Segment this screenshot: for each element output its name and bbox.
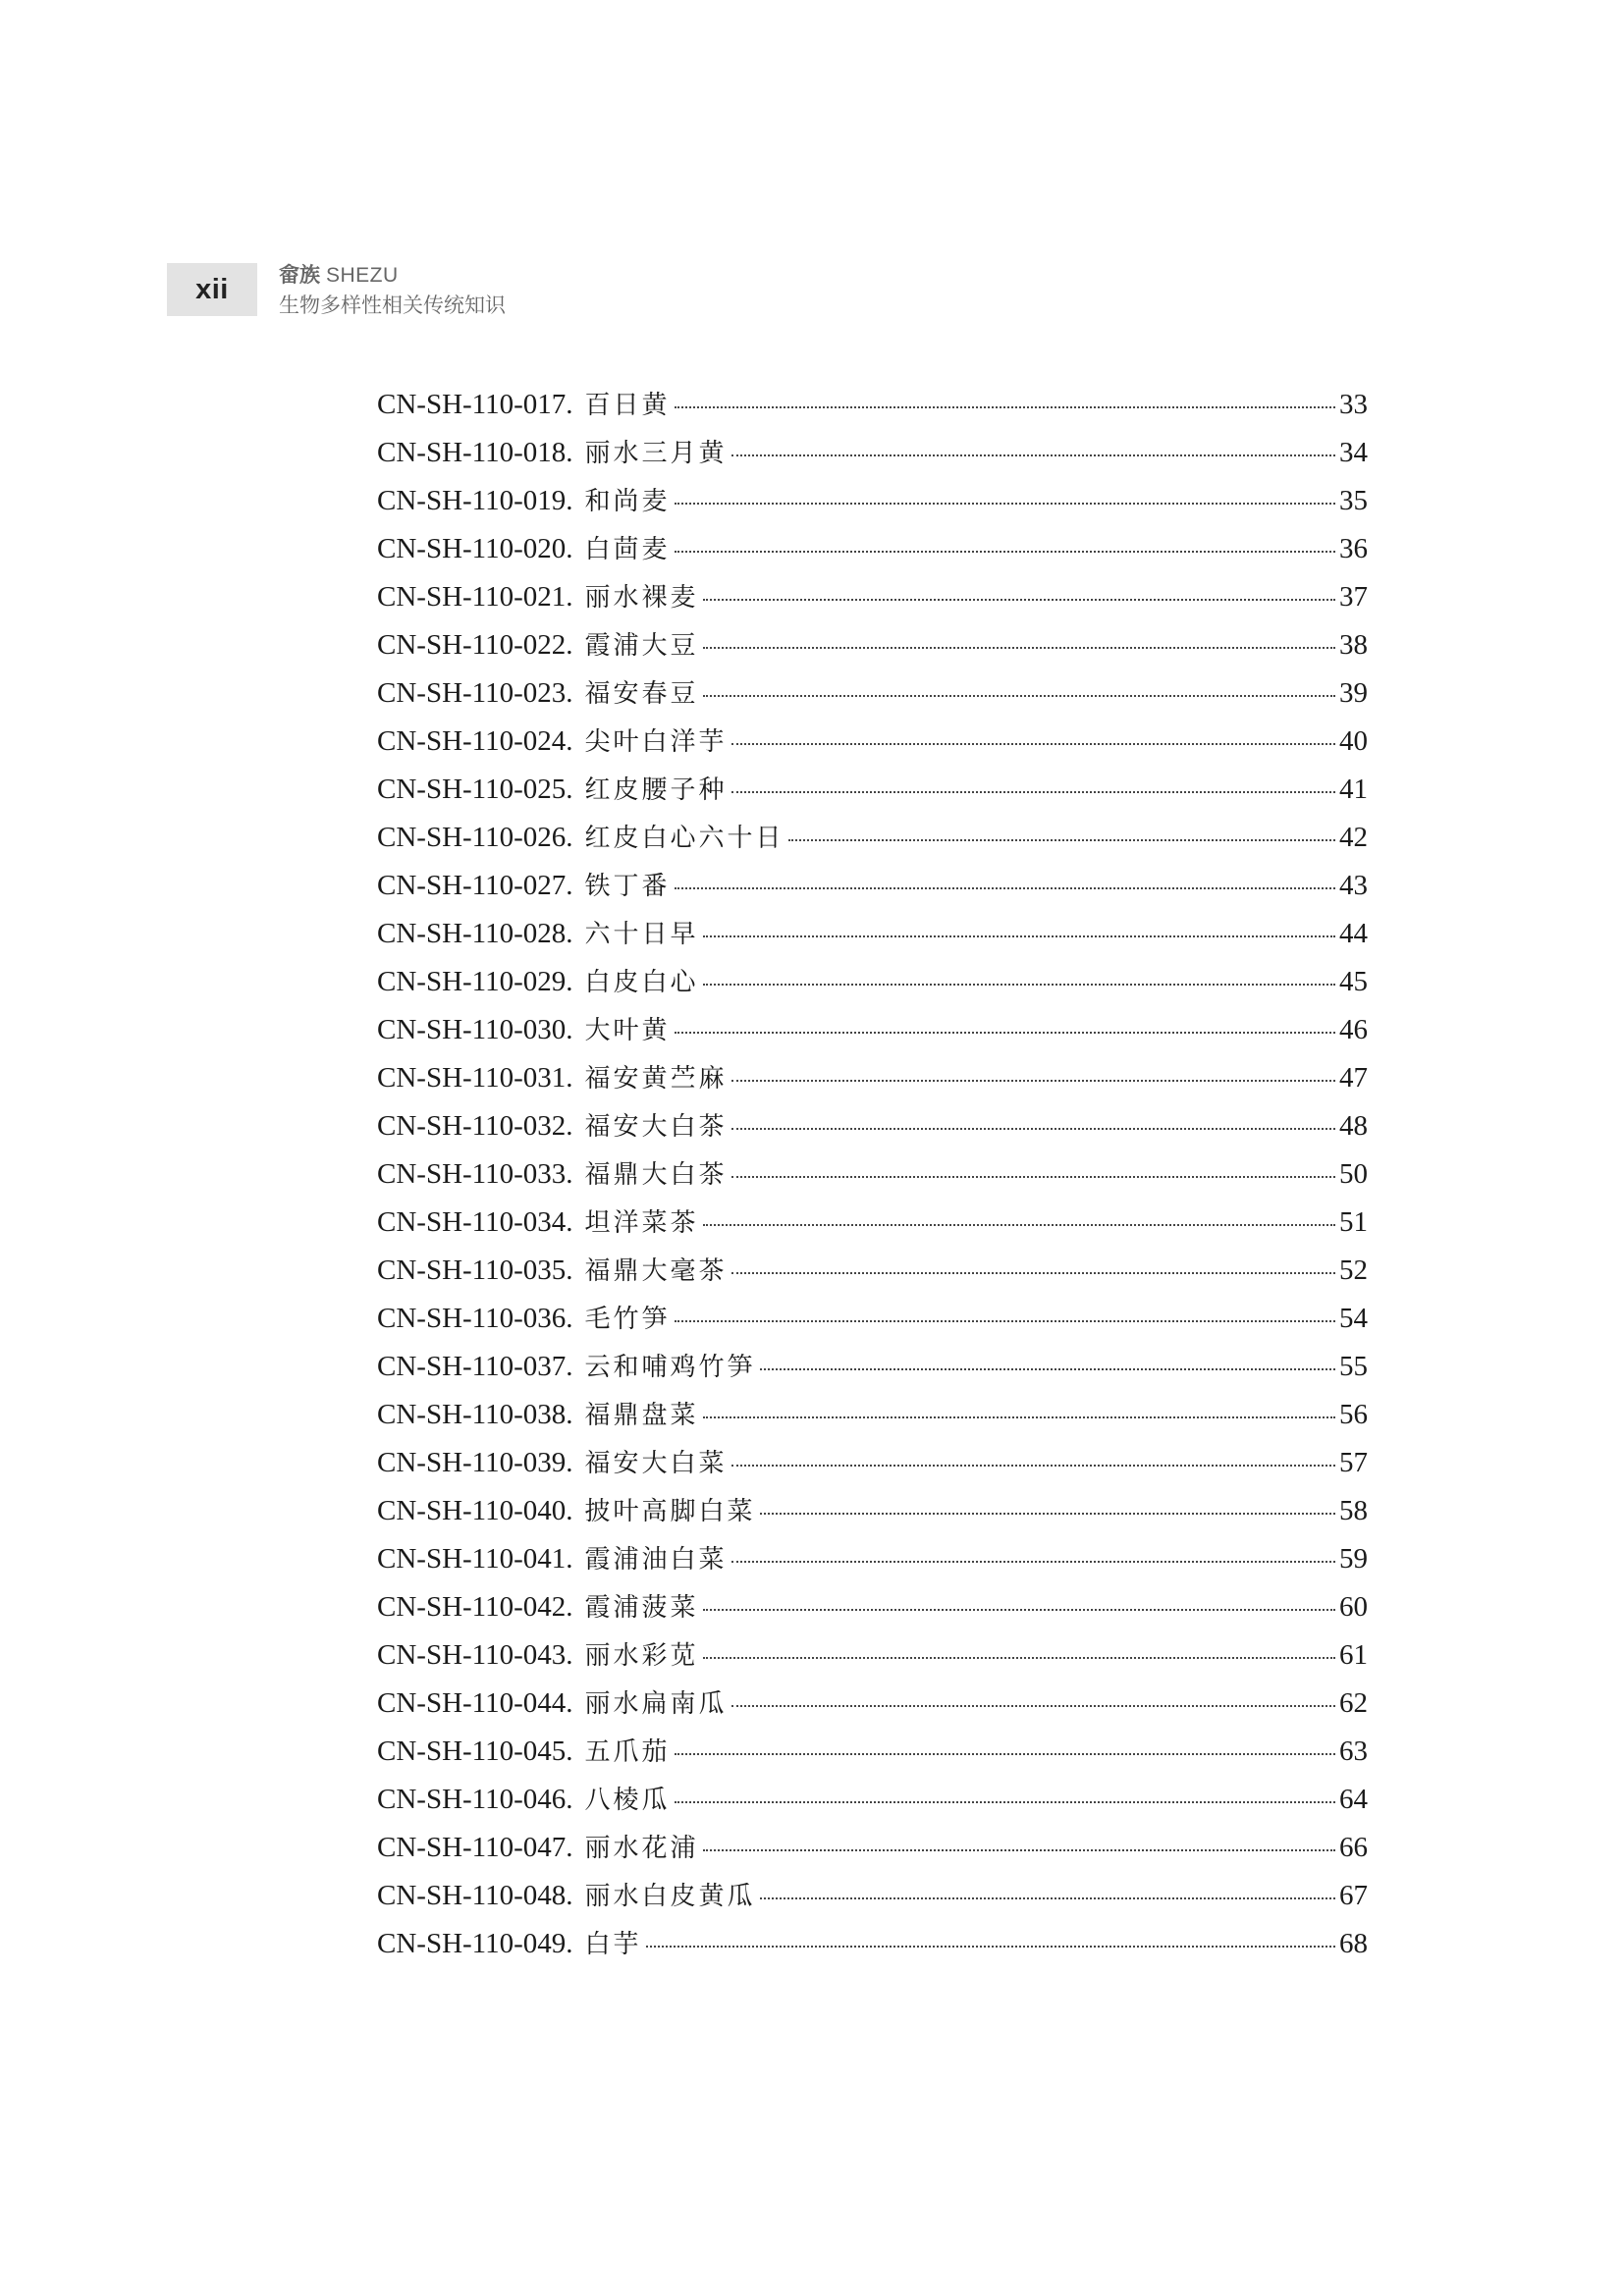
toc-entry-code: CN-SH-110-024. bbox=[377, 725, 573, 757]
toc-entry-title: 红皮白心六十日 bbox=[584, 824, 784, 853]
running-head bbox=[279, 260, 506, 320]
toc-entry[interactable] bbox=[377, 385, 1368, 433]
toc-entry-page: 41 bbox=[1339, 774, 1368, 805]
toc-entry-title: 丽水彩苋 bbox=[584, 1641, 699, 1671]
book-subtitle: 生物多样性相关传统知识 bbox=[279, 294, 506, 317]
toc-dot-leader bbox=[731, 1176, 1335, 1178]
toc-entry-page: 68 bbox=[1339, 1928, 1368, 1959]
toc-entry-title: 毛竹笋 bbox=[584, 1305, 671, 1334]
toc-entry-code: CN-SH-110-047. bbox=[377, 1832, 573, 1863]
toc-entry-page: 33 bbox=[1339, 389, 1368, 420]
toc-entry[interactable] bbox=[377, 818, 1368, 866]
toc-entry-code: CN-SH-110-032. bbox=[377, 1110, 573, 1142]
toc-dot-leader bbox=[675, 551, 1335, 553]
toc-entry-code: CN-SH-110-029. bbox=[377, 966, 573, 997]
toc-entry-title: 八棱瓜 bbox=[584, 1786, 671, 1815]
toc-entry[interactable] bbox=[377, 577, 1368, 625]
toc-entry-title: 丽水裸麦 bbox=[584, 583, 699, 613]
toc-entry-code: CN-SH-110-043. bbox=[377, 1639, 573, 1671]
toc-entry-page: 48 bbox=[1339, 1110, 1368, 1142]
toc-entry-page: 56 bbox=[1339, 1399, 1368, 1430]
toc-entry-page: 42 bbox=[1339, 822, 1368, 853]
toc-dot-leader bbox=[675, 887, 1335, 889]
toc-entry-title: 福鼎盘菜 bbox=[584, 1401, 699, 1430]
toc-entry-page: 52 bbox=[1339, 1255, 1368, 1286]
toc-entry-page: 60 bbox=[1339, 1591, 1368, 1623]
toc-entry-code: CN-SH-110-021. bbox=[377, 581, 573, 613]
toc-entry[interactable] bbox=[377, 1683, 1368, 1732]
toc-entry-page: 40 bbox=[1339, 725, 1368, 757]
toc-dot-leader bbox=[703, 695, 1335, 697]
table-of-contents bbox=[377, 385, 1368, 1972]
toc-entry-code: CN-SH-110-034. bbox=[377, 1206, 573, 1238]
toc-entry-code: CN-SH-110-028. bbox=[377, 918, 573, 949]
toc-entry-title: 红皮腰子种 bbox=[584, 775, 728, 805]
toc-entry-title: 云和哺鸡竹笋 bbox=[584, 1353, 756, 1382]
toc-dot-leader bbox=[703, 1224, 1335, 1226]
toc-entry-code: CN-SH-110-046. bbox=[377, 1784, 573, 1815]
toc-dot-leader bbox=[731, 1128, 1335, 1130]
toc-entry[interactable] bbox=[377, 1058, 1368, 1106]
toc-entry-title: 霞浦大豆 bbox=[584, 631, 699, 661]
toc-entry-title: 福安黄苎麻 bbox=[584, 1064, 728, 1094]
toc-entry-code: CN-SH-110-020. bbox=[377, 533, 573, 564]
toc-entry-code: CN-SH-110-038. bbox=[377, 1399, 573, 1430]
toc-entry[interactable] bbox=[377, 770, 1368, 818]
toc-dot-leader bbox=[703, 1849, 1335, 1851]
toc-entry-title: 福安大白茶 bbox=[584, 1112, 728, 1142]
toc-entry[interactable] bbox=[377, 1635, 1368, 1683]
toc-dot-leader bbox=[675, 1753, 1335, 1755]
toc-entry-code: CN-SH-110-025. bbox=[377, 774, 573, 805]
toc-entry-code: CN-SH-110-048. bbox=[377, 1880, 573, 1911]
toc-entry-page: 58 bbox=[1339, 1495, 1368, 1526]
toc-entry-title: 福鼎大毫茶 bbox=[584, 1256, 728, 1286]
book-title-en: SHEZU bbox=[326, 264, 399, 287]
toc-entry-page: 61 bbox=[1339, 1639, 1368, 1671]
toc-entry[interactable] bbox=[377, 1106, 1368, 1154]
toc-entry[interactable] bbox=[377, 1154, 1368, 1202]
toc-entry[interactable] bbox=[377, 1202, 1368, 1251]
toc-entry-title: 白皮白心 bbox=[584, 968, 699, 997]
toc-dot-leader bbox=[703, 984, 1335, 986]
toc-entry-title: 白茴麦 bbox=[584, 535, 671, 564]
toc-entry-page: 64 bbox=[1339, 1784, 1368, 1815]
toc-entry[interactable] bbox=[377, 1299, 1368, 1347]
toc-dot-leader bbox=[731, 1705, 1335, 1707]
toc-entry-code: CN-SH-110-030. bbox=[377, 1014, 573, 1045]
toc-entry-title: 福安春豆 bbox=[584, 679, 699, 709]
toc-entry[interactable] bbox=[377, 433, 1368, 481]
toc-dot-leader bbox=[731, 1080, 1335, 1082]
toc-entry-title: 和尚麦 bbox=[584, 487, 671, 516]
toc-entry-code: CN-SH-110-044. bbox=[377, 1687, 573, 1719]
toc-entry-title: 霞浦油白菜 bbox=[584, 1545, 728, 1575]
toc-entry-page: 34 bbox=[1339, 437, 1368, 468]
toc-entry-code: CN-SH-110-026. bbox=[377, 822, 573, 853]
toc-entry[interactable] bbox=[377, 1587, 1368, 1635]
toc-entry-code: CN-SH-110-039. bbox=[377, 1447, 573, 1478]
toc-dot-leader bbox=[731, 454, 1335, 456]
toc-entry-code: CN-SH-110-035. bbox=[377, 1255, 573, 1286]
toc-dot-leader bbox=[703, 935, 1335, 937]
toc-entry-title: 丽水三月黄 bbox=[584, 439, 728, 468]
toc-entry-code: CN-SH-110-031. bbox=[377, 1062, 573, 1094]
toc-dot-leader bbox=[703, 1416, 1335, 1418]
toc-entry-code: CN-SH-110-049. bbox=[377, 1928, 573, 1959]
toc-entry-page: 44 bbox=[1339, 918, 1368, 949]
toc-entry-code: CN-SH-110-018. bbox=[377, 437, 573, 468]
toc-entry-code: CN-SH-110-019. bbox=[377, 485, 573, 516]
toc-entry[interactable] bbox=[377, 1539, 1368, 1587]
toc-entry-code: CN-SH-110-033. bbox=[377, 1158, 573, 1190]
toc-entry[interactable] bbox=[377, 625, 1368, 673]
toc-dot-leader bbox=[703, 1609, 1335, 1611]
toc-entry[interactable] bbox=[377, 481, 1368, 529]
toc-dot-leader bbox=[703, 1657, 1335, 1659]
book-title-cn: 畲族 bbox=[279, 263, 320, 287]
toc-entry-code: CN-SH-110-037. bbox=[377, 1351, 573, 1382]
toc-entry-page: 51 bbox=[1339, 1206, 1368, 1238]
toc-entry[interactable] bbox=[377, 673, 1368, 721]
toc-dot-leader bbox=[731, 743, 1335, 745]
toc-entry-page: 46 bbox=[1339, 1014, 1368, 1045]
toc-entry-code: CN-SH-110-027. bbox=[377, 870, 573, 901]
book-title bbox=[279, 260, 506, 291]
toc-entry-code: CN-SH-110-036. bbox=[377, 1303, 573, 1334]
toc-entry-page: 59 bbox=[1339, 1543, 1368, 1575]
toc-entry[interactable] bbox=[377, 529, 1368, 577]
toc-entry-title: 六十日早 bbox=[584, 920, 699, 949]
toc-entry-code: CN-SH-110-023. bbox=[377, 677, 573, 709]
toc-dot-leader bbox=[731, 1272, 1335, 1274]
toc-entry-page: 62 bbox=[1339, 1687, 1368, 1719]
toc-entry-code: CN-SH-110-041. bbox=[377, 1543, 573, 1575]
toc-entry[interactable] bbox=[377, 1491, 1368, 1539]
toc-entry[interactable] bbox=[377, 1780, 1368, 1828]
toc-entry-page: 47 bbox=[1339, 1062, 1368, 1094]
toc-entry-page: 63 bbox=[1339, 1735, 1368, 1767]
toc-entry-code: CN-SH-110-040. bbox=[377, 1495, 573, 1526]
toc-entry-title: 白芋 bbox=[584, 1930, 642, 1959]
toc-entry-code: CN-SH-110-022. bbox=[377, 629, 573, 661]
toc-entry-page: 35 bbox=[1339, 485, 1368, 516]
toc-entry-page: 37 bbox=[1339, 581, 1368, 613]
toc-dot-leader bbox=[646, 1946, 1335, 1948]
toc-entry-page: 39 bbox=[1339, 677, 1368, 709]
toc-dot-leader bbox=[703, 647, 1335, 649]
toc-entry-title: 丽水花浦 bbox=[584, 1834, 699, 1863]
toc-entry-title: 披叶高脚白菜 bbox=[584, 1497, 756, 1526]
toc-entry-title: 霞浦菠菜 bbox=[584, 1593, 699, 1623]
toc-entry-title: 大叶黄 bbox=[584, 1016, 671, 1045]
toc-dot-leader bbox=[675, 1801, 1335, 1803]
toc-entry-title: 尖叶白洋芋 bbox=[584, 727, 728, 757]
toc-entry[interactable] bbox=[377, 1876, 1368, 1924]
toc-entry-title: 福安大白菜 bbox=[584, 1449, 728, 1478]
toc-entry[interactable] bbox=[377, 866, 1368, 914]
toc-dot-leader bbox=[675, 406, 1335, 408]
page-number-box bbox=[167, 263, 257, 316]
toc-entry[interactable] bbox=[377, 914, 1368, 962]
toc-entry-page: 54 bbox=[1339, 1303, 1368, 1334]
toc-entry-title: 铁丁番 bbox=[584, 872, 671, 901]
toc-dot-leader bbox=[760, 1368, 1335, 1370]
toc-dot-leader bbox=[675, 1320, 1335, 1322]
toc-entry-code: CN-SH-110-042. bbox=[377, 1591, 573, 1623]
toc-entry-code: CN-SH-110-017. bbox=[377, 389, 573, 420]
toc-dot-leader bbox=[760, 1513, 1335, 1515]
toc-entry-title: 福鼎大白茶 bbox=[584, 1160, 728, 1190]
toc-entry[interactable] bbox=[377, 1347, 1368, 1395]
toc-entry-title: 丽水扁南瓜 bbox=[584, 1689, 728, 1719]
toc-entry[interactable] bbox=[377, 1010, 1368, 1058]
page-number: xii bbox=[195, 273, 229, 305]
toc-entry-title: 五爪茄 bbox=[584, 1737, 671, 1767]
toc-dot-leader bbox=[788, 839, 1335, 841]
toc-entry-page: 43 bbox=[1339, 870, 1368, 901]
toc-entry-title: 丽水白皮黄瓜 bbox=[584, 1882, 756, 1911]
toc-dot-leader bbox=[731, 1561, 1335, 1563]
toc-entry[interactable] bbox=[377, 721, 1368, 770]
toc-entry-title: 百日黄 bbox=[584, 391, 671, 420]
toc-dot-leader bbox=[675, 503, 1335, 505]
toc-entry[interactable] bbox=[377, 1924, 1368, 1972]
toc-entry[interactable] bbox=[377, 1395, 1368, 1443]
toc-entry-title: 坦洋菜茶 bbox=[584, 1208, 699, 1238]
toc-dot-leader bbox=[675, 1032, 1335, 1034]
toc-entry[interactable] bbox=[377, 1732, 1368, 1780]
toc-entry[interactable] bbox=[377, 1251, 1368, 1299]
toc-entry[interactable] bbox=[377, 962, 1368, 1010]
toc-entry-page: 36 bbox=[1339, 533, 1368, 564]
toc-dot-leader bbox=[703, 599, 1335, 601]
toc-entry-page: 57 bbox=[1339, 1447, 1368, 1478]
toc-entry-code: CN-SH-110-045. bbox=[377, 1735, 573, 1767]
toc-entry[interactable] bbox=[377, 1443, 1368, 1491]
toc-dot-leader bbox=[731, 1465, 1335, 1467]
toc-entry-page: 66 bbox=[1339, 1832, 1368, 1863]
toc-entry-page: 50 bbox=[1339, 1158, 1368, 1190]
toc-entry-page: 67 bbox=[1339, 1880, 1368, 1911]
toc-dot-leader bbox=[760, 1897, 1335, 1899]
toc-entry-page: 45 bbox=[1339, 966, 1368, 997]
toc-entry-page: 38 bbox=[1339, 629, 1368, 661]
toc-entry-page: 55 bbox=[1339, 1351, 1368, 1382]
toc-dot-leader bbox=[731, 791, 1335, 793]
toc-entry[interactable] bbox=[377, 1828, 1368, 1876]
